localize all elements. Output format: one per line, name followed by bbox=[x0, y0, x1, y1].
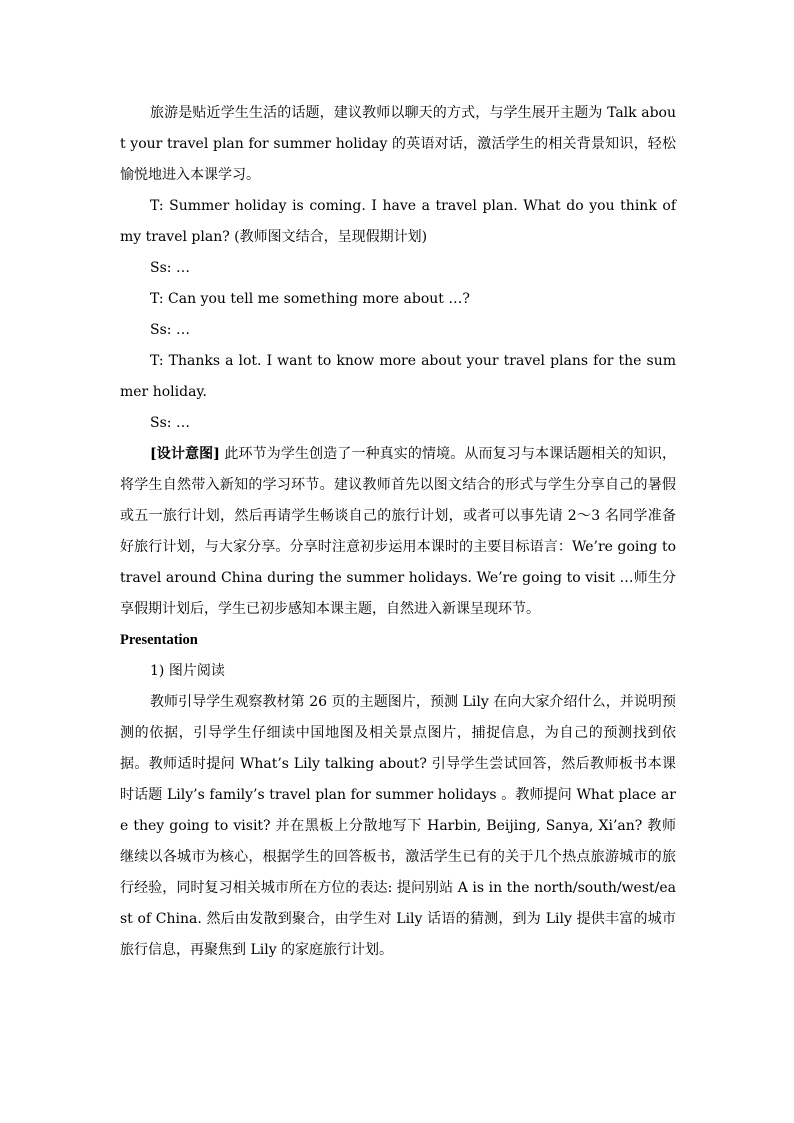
intro-paragraph: 旅游是贴近学生生活的话题，建议教师以聊天的方式，与学生展开主题为 Talk about your travel plan for summer holiday 的英语对话，激活学生的相关背景知识，轻松愉悦地进入本课学习。 bbox=[120, 105, 676, 183]
design-intent-label: [设计意图] bbox=[150, 446, 220, 462]
dialogue-line: T: Summer holiday is coming. I have a travel plan. What do you think of my travel plan? (教师图文结合，呈现假期计划) bbox=[120, 198, 676, 245]
design-intent-text: 此环节为学生创造了一种真实的情境。从而复习与本课话题相关的知识，将学生自然带入新知的学习环节。建议教师首先以图文结合的形式与学生分享自己的暑假或五一旅行计划，然后再请学生畅谈自己的旅行计划，或者可以事先请 2～3 名同学准备好旅行计划，与大家分享。分享时注意初步运用本课时的主要目标语言：We’re going to travel around China during the summer holidays. We’re going to visit …师生分享假期计划后，学生已初步感知本课主题，自然进入新课呈现环节。 bbox=[120, 446, 677, 617]
dialogue-line: Ss: … bbox=[150, 322, 190, 338]
dialogue-line: Ss: … bbox=[150, 415, 190, 431]
body-paragraph: 教师引导学生观察教材第 26 页的主题图片，预测 Lily 在向大家介绍什么，并说明预测的依据，引导学生仔细读中国地图及相关景点图片，捕捉信息，为自己的预测找到依据。教师适时提问 What’s Lily talking about? 引导学生尝试回答，然后教师板书本课时话题 Lily’s family’s travel plan for summer holidays 。教师提问 What place are they going to visit? 并在黑板上分散地写下 Harbin, Beijing, Sanya, Xi’an? 教师继续以各城市为核心，根据学生的回答板书，激活学生已有的关于几个热点旅游城市的旅行经验，同时复习相关城市所在方位的表达: 提问别站 A is in the north/south/west/east of China. 然后由发散到聚合，由学生对 Lily 话语的猜测，到为 Lily 提供丰富的城市旅行信息，再聚焦到 Lily 的家庭旅行计划。 bbox=[120, 694, 676, 958]
document-page bbox=[120, 98, 676, 966]
dialogue-line: T: Can you tell me something more about …? bbox=[150, 291, 470, 307]
section-heading: Presentation bbox=[120, 632, 198, 648]
dialogue-line: T: Thanks a lot. I want to know more about your travel plans for the summer holiday. bbox=[120, 353, 676, 400]
design-intent-paragraph bbox=[120, 439, 676, 625]
subsection-heading: 1) 图片阅读 bbox=[150, 663, 225, 679]
dialogue-line: Ss: … bbox=[150, 260, 190, 276]
